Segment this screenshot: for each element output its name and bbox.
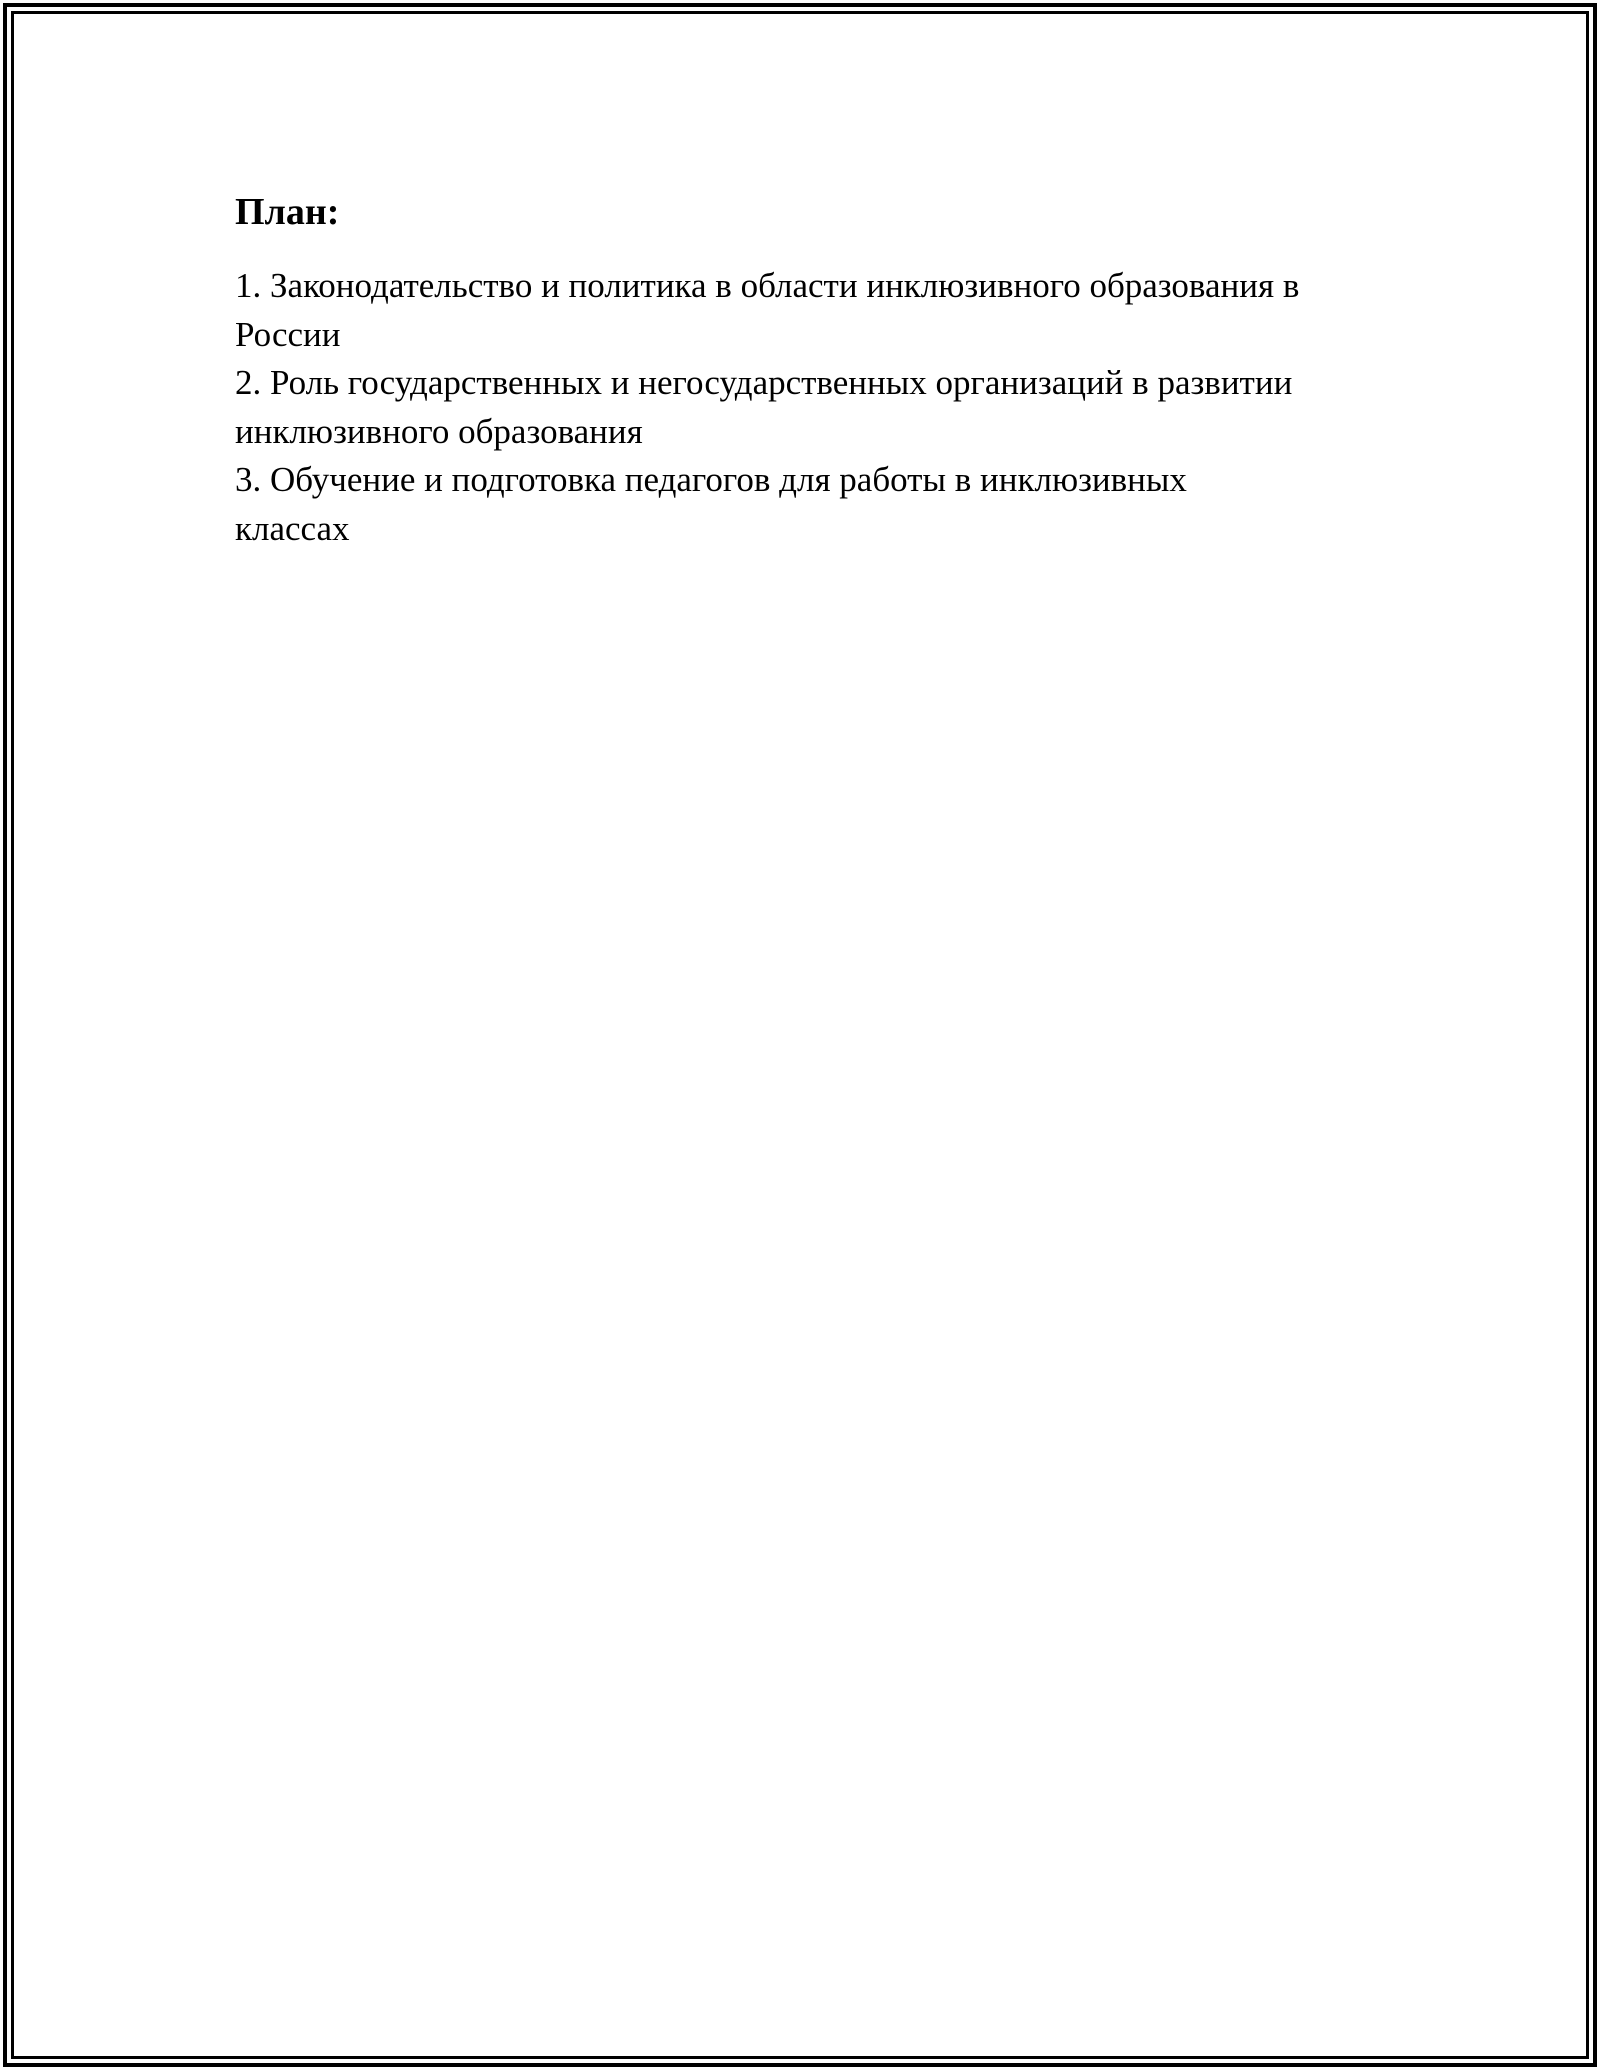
plan-heading: План:: [235, 191, 340, 233]
plan-item: [235, 262, 1395, 359]
plan-item-text: 1. Законодательство и политика в области инклюзивного образования в России: [235, 266, 1300, 354]
plan-item-text: 2. Роль государственных и негосударственных организаций в развитии инклюзивного образования: [235, 363, 1293, 451]
plan-item: [235, 359, 1395, 456]
plan-item: [235, 456, 1395, 553]
document-page: [235, 186, 1395, 553]
plan-item-text: 3. Обучение и подготовка педагогов для работы в инклюзивных классах: [235, 460, 1187, 548]
plan-list: [235, 262, 1395, 553]
